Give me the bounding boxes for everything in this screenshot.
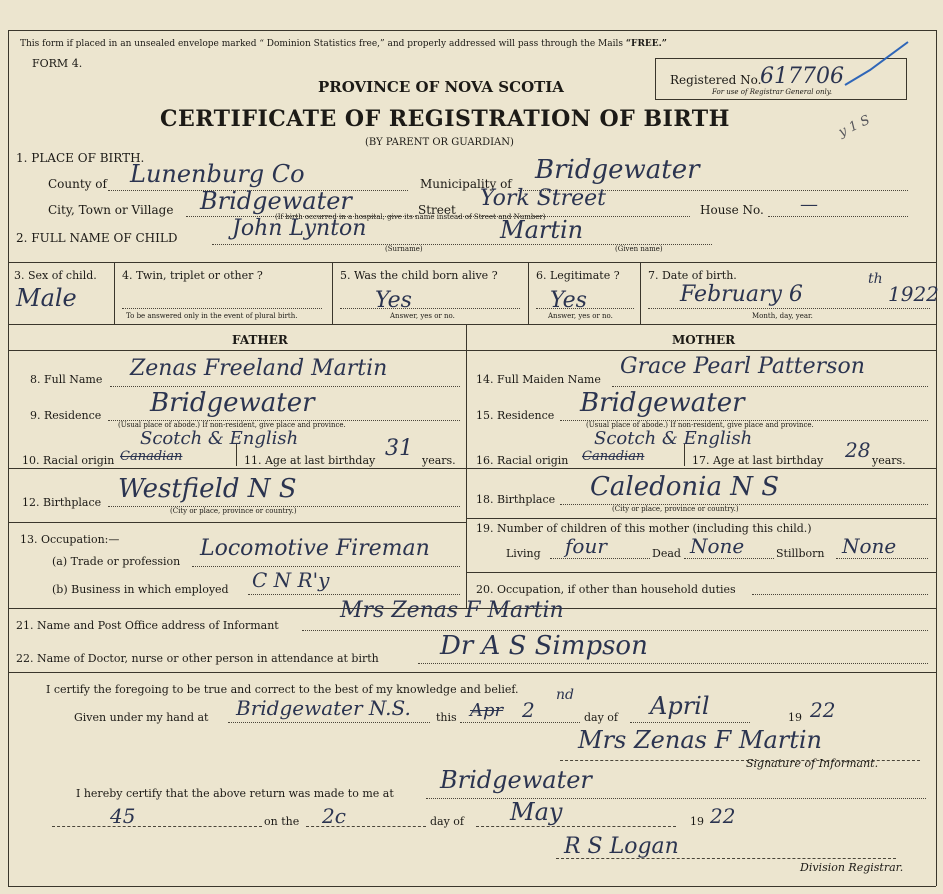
father-race-label: 10. Racial origin [22, 454, 115, 467]
registrar-year-value[interactable]: 22 [710, 804, 736, 828]
trade-label: (a) Trade or profession [52, 555, 181, 568]
mother-residence-label: 15. Residence [476, 409, 555, 422]
given-year-value[interactable]: 22 [810, 698, 836, 722]
registrar-year-prefix: 19 [690, 815, 704, 828]
registrar-note: For use of Registrar General only. [712, 88, 832, 96]
mother-birthplace-label: 18. Birthplace [476, 493, 556, 506]
mother-occupation-line [752, 594, 928, 595]
father-name-value[interactable]: Zenas Freeland Martin [130, 356, 388, 381]
father-birthplace-rule [8, 522, 466, 523]
registrar-signature-label: Division Registrar. [800, 861, 904, 874]
given-month-value[interactable]: April [650, 692, 710, 720]
pencil-annotation: y 1 S [836, 112, 873, 141]
mother-name-value[interactable]: Grace Pearl Patterson [620, 354, 865, 379]
border-right [936, 30, 937, 886]
form-number: FORM 4. [32, 57, 83, 70]
given-place-value[interactable]: Bridgewater N.S. [236, 696, 411, 720]
children-label: 19. Number of children of this mother (including this child.) [476, 522, 812, 535]
birth-date-label: 7. Date of birth. [648, 269, 737, 282]
business-value[interactable]: C N R'y [252, 568, 330, 592]
alive-value[interactable]: Yes [375, 288, 412, 313]
given-day-struck: Apr [470, 700, 504, 721]
city-label: City, Town or Village [48, 203, 174, 217]
registrar-day-of-label: day of [430, 815, 465, 828]
father-age-years: years. [422, 454, 456, 467]
registrar-number-line [52, 826, 262, 827]
alive-label: 5. Was the child born alive ? [340, 269, 498, 282]
informant-signature: Mrs Zenas F Martin [578, 726, 822, 754]
registrar-number[interactable]: 45 [110, 804, 136, 828]
living-value[interactable]: four [565, 534, 607, 558]
father-name-label: 8. Full Name [30, 373, 103, 386]
doctor-value[interactable]: Dr A S Simpson [440, 631, 648, 661]
living-label: Living [506, 547, 541, 560]
stillborn-value[interactable]: None [842, 534, 897, 558]
parents-divider [466, 324, 467, 608]
mother-age-value[interactable]: 28 [845, 438, 871, 462]
place-of-birth-heading: 1. PLACE OF BIRTH. [16, 151, 145, 165]
birth-date-value[interactable]: February 6 [680, 282, 803, 307]
birth-date-note: Month, day, year. [752, 312, 813, 320]
mother-birthplace-rule [466, 518, 936, 519]
house-line [768, 216, 908, 217]
house-label: House No. [700, 203, 764, 217]
legitimate-value[interactable]: Yes [550, 288, 587, 313]
mother-race-divider [684, 444, 685, 466]
stillborn-label: Stillborn [776, 547, 825, 560]
given-day-value[interactable]: 2 [522, 698, 535, 722]
dead-line [684, 558, 774, 559]
occupation-label: 13. Occupation:— [20, 533, 120, 546]
twin-note: To be answered only in the event of plural birth. [126, 312, 298, 320]
given-day-suffix: nd [556, 687, 574, 703]
mother-birthplace-note: (City or place, province or country.) [612, 505, 739, 513]
house-value[interactable]: — [800, 194, 818, 215]
registered-number: 617706 [760, 64, 844, 89]
child-given-name[interactable]: John Lynton [232, 216, 367, 241]
certify-text: I certify the foregoing to be true and correct to the best of my knowledge and belief. [46, 683, 519, 696]
father-heading: FATHER [232, 333, 288, 347]
province-heading: PROVINCE OF NOVA SCOTIA [318, 78, 564, 96]
legitimate-note: Answer, yes or no. [548, 312, 613, 320]
legitimate-line [536, 308, 634, 309]
registrar-place-value[interactable]: Bridgewater [440, 766, 592, 794]
mother-heading: MOTHER [672, 333, 736, 347]
divider-4-5 [332, 262, 333, 324]
pencil-check-icon [840, 40, 910, 90]
municipality-label: Municipality of [420, 177, 512, 191]
business-label: (b) Business in which employed [52, 583, 229, 596]
hospital-note: (If birth occurred in a hospital, give its name instead of Street and Number) [275, 213, 546, 221]
stillborn-line [836, 558, 928, 559]
parents-top-rule [8, 324, 936, 325]
mother-name-label: 14. Full Maiden Name [476, 373, 601, 386]
informant-label: 21. Name and Post Office address of Informant [16, 619, 279, 632]
given-day-of-label: day of [584, 711, 619, 724]
child-surname[interactable]: Martin [500, 216, 584, 244]
border-bottom [8, 886, 936, 887]
sex-label: 3. Sex of child. [14, 269, 97, 282]
mail-note [20, 40, 667, 49]
father-race-divider [236, 444, 237, 466]
dead-label: Dead [652, 547, 681, 560]
father-residence-label: 9. Residence [30, 409, 102, 422]
mother-age-years: years. [872, 454, 906, 467]
doctor-line [418, 663, 928, 664]
birth-date-suffix: th [868, 271, 883, 287]
municipality-value[interactable]: Bridgewater [535, 155, 700, 185]
twin-line [122, 308, 322, 309]
street-label: Street [418, 203, 456, 217]
trade-value[interactable]: Locomotive Fireman [200, 536, 430, 561]
given-month-line [630, 722, 750, 723]
surname-note: (Surname) [385, 245, 423, 253]
page-title: CERTIFICATE OF REGISTRATION OF BIRTH [160, 106, 730, 132]
given-name-note: (Given name) [615, 245, 663, 253]
father-residence-value[interactable]: Bridgewater [150, 388, 315, 418]
father-age-label: 11. Age at last birthday [244, 454, 376, 467]
parents-head-rule [8, 350, 936, 351]
father-race-rule [8, 468, 466, 469]
mother-occupation-label: 20. Occupation, if other than household duties [476, 583, 736, 596]
mother-race-rule [466, 468, 936, 469]
twin-label: 4. Twin, triplet or other ? [122, 269, 263, 282]
mother-race-struck: Canadian [582, 449, 645, 464]
dead-value[interactable]: None [690, 534, 745, 558]
registered-label: Registered No. [670, 73, 762, 87]
mother-residence-note: (Usual place of abode.) If non-resident, give place and province. [586, 421, 814, 429]
page-subtitle: (BY PARENT OR GUARDIAN) [365, 137, 514, 148]
doctor-label: 22. Name of Doctor, nurse or other person in attendance at birth [16, 652, 379, 665]
trade-line [192, 566, 460, 567]
border-top [8, 30, 936, 31]
this-label: this [436, 711, 457, 724]
certify-top-rule [8, 672, 936, 673]
father-birthplace-value[interactable]: Westfield N S [118, 474, 297, 504]
registrar-month-line [476, 826, 676, 827]
mother-race-value[interactable]: Scotch & English [594, 428, 753, 449]
divider-3-4 [114, 262, 115, 324]
given-year-prefix: 19 [788, 711, 802, 724]
county-label: County of [48, 177, 107, 191]
mail-note-text: This form if placed in an unsealed envelope marked “ Dominion Statistics free,” and properly addressed will pass through the Mails [20, 39, 623, 49]
father-birthplace-note: (City or place, province or country.) [170, 507, 297, 515]
living-line [550, 558, 650, 559]
sex-value[interactable]: Male [16, 284, 77, 312]
birth-date-line [648, 308, 930, 309]
mother-residence-value[interactable]: Bridgewater [580, 388, 745, 418]
informant-value[interactable]: Mrs Zenas F Martin [340, 598, 564, 623]
registrar-day-value[interactable]: 2c [322, 804, 346, 828]
registrar-month-value[interactable]: May [510, 798, 563, 826]
mail-note-free: “FREE.” [625, 39, 667, 49]
mother-race-label: 16. Racial origin [476, 454, 569, 467]
mother-children-rule [466, 572, 936, 573]
given-day-line [460, 722, 580, 723]
father-race-value[interactable]: Scotch & English [140, 428, 299, 449]
child-name-label: 2. FULL NAME OF CHILD [16, 231, 178, 245]
border-left [8, 30, 9, 886]
legitimate-label: 6. Legitimate ? [536, 269, 620, 282]
alive-note: Answer, yes or no. [390, 312, 455, 320]
birth-date-year[interactable]: 1922 [888, 282, 939, 306]
row-top-rule [8, 262, 936, 263]
alive-line [340, 308, 520, 309]
mother-birthplace-value[interactable]: Caledonia N S [590, 472, 780, 502]
father-age-value[interactable]: 31 [385, 436, 413, 461]
registrar-certify-text: I hereby certify that the above return was made to me at [76, 787, 394, 800]
father-residence-note: (Usual place of abode.) If non-resident, give place and province. [118, 421, 346, 429]
street-value[interactable]: York Street [480, 186, 607, 211]
registrar-place-line [426, 798, 926, 799]
divider-5-6 [528, 262, 529, 324]
registrar-signature: R S Logan [564, 834, 679, 859]
city-value[interactable]: Bridgewater [200, 187, 352, 215]
county-value[interactable]: Lunenburg Co [130, 160, 305, 188]
divider-6-7 [640, 262, 641, 324]
mother-name-line [612, 386, 928, 387]
registrar-on-label: on the [264, 815, 300, 828]
informant-signature-label: Signature of Informant. [746, 757, 879, 770]
father-race-struck: Canadian [120, 449, 183, 464]
given-label: Given under my hand at [74, 711, 209, 724]
father-name-line [110, 386, 460, 387]
mother-age-label: 17. Age at last birthday [692, 454, 824, 467]
business-line [248, 594, 460, 595]
father-birthplace-label: 12. Birthplace [22, 496, 102, 509]
given-place-line [228, 722, 430, 723]
